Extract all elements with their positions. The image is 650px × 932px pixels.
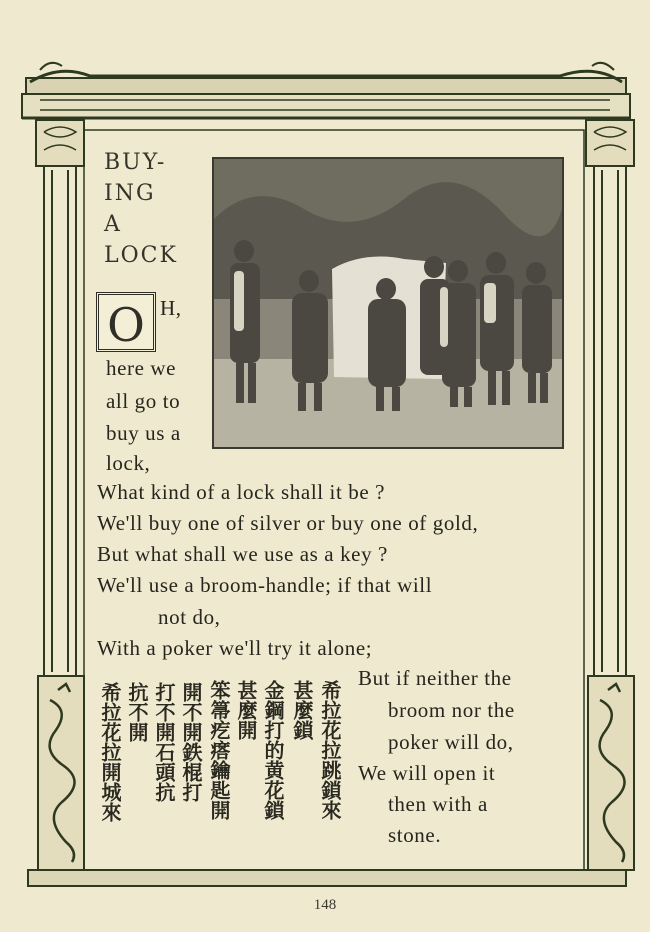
chinese-column-3: 金鋼打的黄花鎖 xyxy=(261,680,285,820)
title-line-4: LOCK xyxy=(104,243,178,268)
photo-illustration xyxy=(214,159,564,449)
chinese-column-9: 希拉花拉開城來 xyxy=(98,682,122,822)
poem-line-13: poker will do, xyxy=(388,730,514,754)
poem-line-16: stone. xyxy=(388,823,442,847)
chinese-column-6: 開不開鉄棍打 xyxy=(179,682,203,802)
poem-line-15: then with a xyxy=(388,792,488,816)
chinese-column-7: 打不開石頭抗 xyxy=(152,682,176,802)
title-line-3: A xyxy=(104,212,122,237)
poem-line-11: But if neither the xyxy=(358,666,512,690)
chinese-column-5: 笨箒疙瘩鑰匙開 xyxy=(207,680,231,820)
poem-line-4: lock, xyxy=(106,451,151,475)
chinese-column-2: 甚麼鎖 xyxy=(290,680,314,740)
title-line-1: BUY- xyxy=(104,150,167,175)
poem-line-6: We'll buy one of silver or buy one of gold, xyxy=(97,511,479,535)
chinese-column-1: 希拉花拉跳鎖來 xyxy=(318,680,342,820)
first-word-rest: H, xyxy=(160,296,182,320)
chinese-column-8: 抗不開 xyxy=(125,682,149,742)
poem-line-12: broom nor the xyxy=(388,698,515,722)
poem-line-2: all go to xyxy=(106,389,181,413)
poem-line-3: buy us a xyxy=(106,421,181,445)
poem-line-8: We'll use a broom-handle; if that will xyxy=(97,573,433,597)
title-line-2: ING xyxy=(104,181,156,206)
children-game-photo xyxy=(212,157,564,449)
drop-cap xyxy=(96,292,156,352)
poem-line-5: What kind of a lock shall it be ? xyxy=(97,480,386,504)
poem-line-7: But what shall we use as a key ? xyxy=(97,542,388,566)
drop-cap-letter: O xyxy=(107,298,145,352)
chinese-column-4: 甚麼開 xyxy=(234,680,258,740)
page-number: 148 xyxy=(313,897,337,913)
poem-line-9: not do, xyxy=(158,605,221,629)
poem-line-1: here we xyxy=(106,356,177,380)
poem-line-10: With a poker we'll try it alone; xyxy=(97,636,373,660)
poem-line-14: We will open it xyxy=(358,761,496,785)
